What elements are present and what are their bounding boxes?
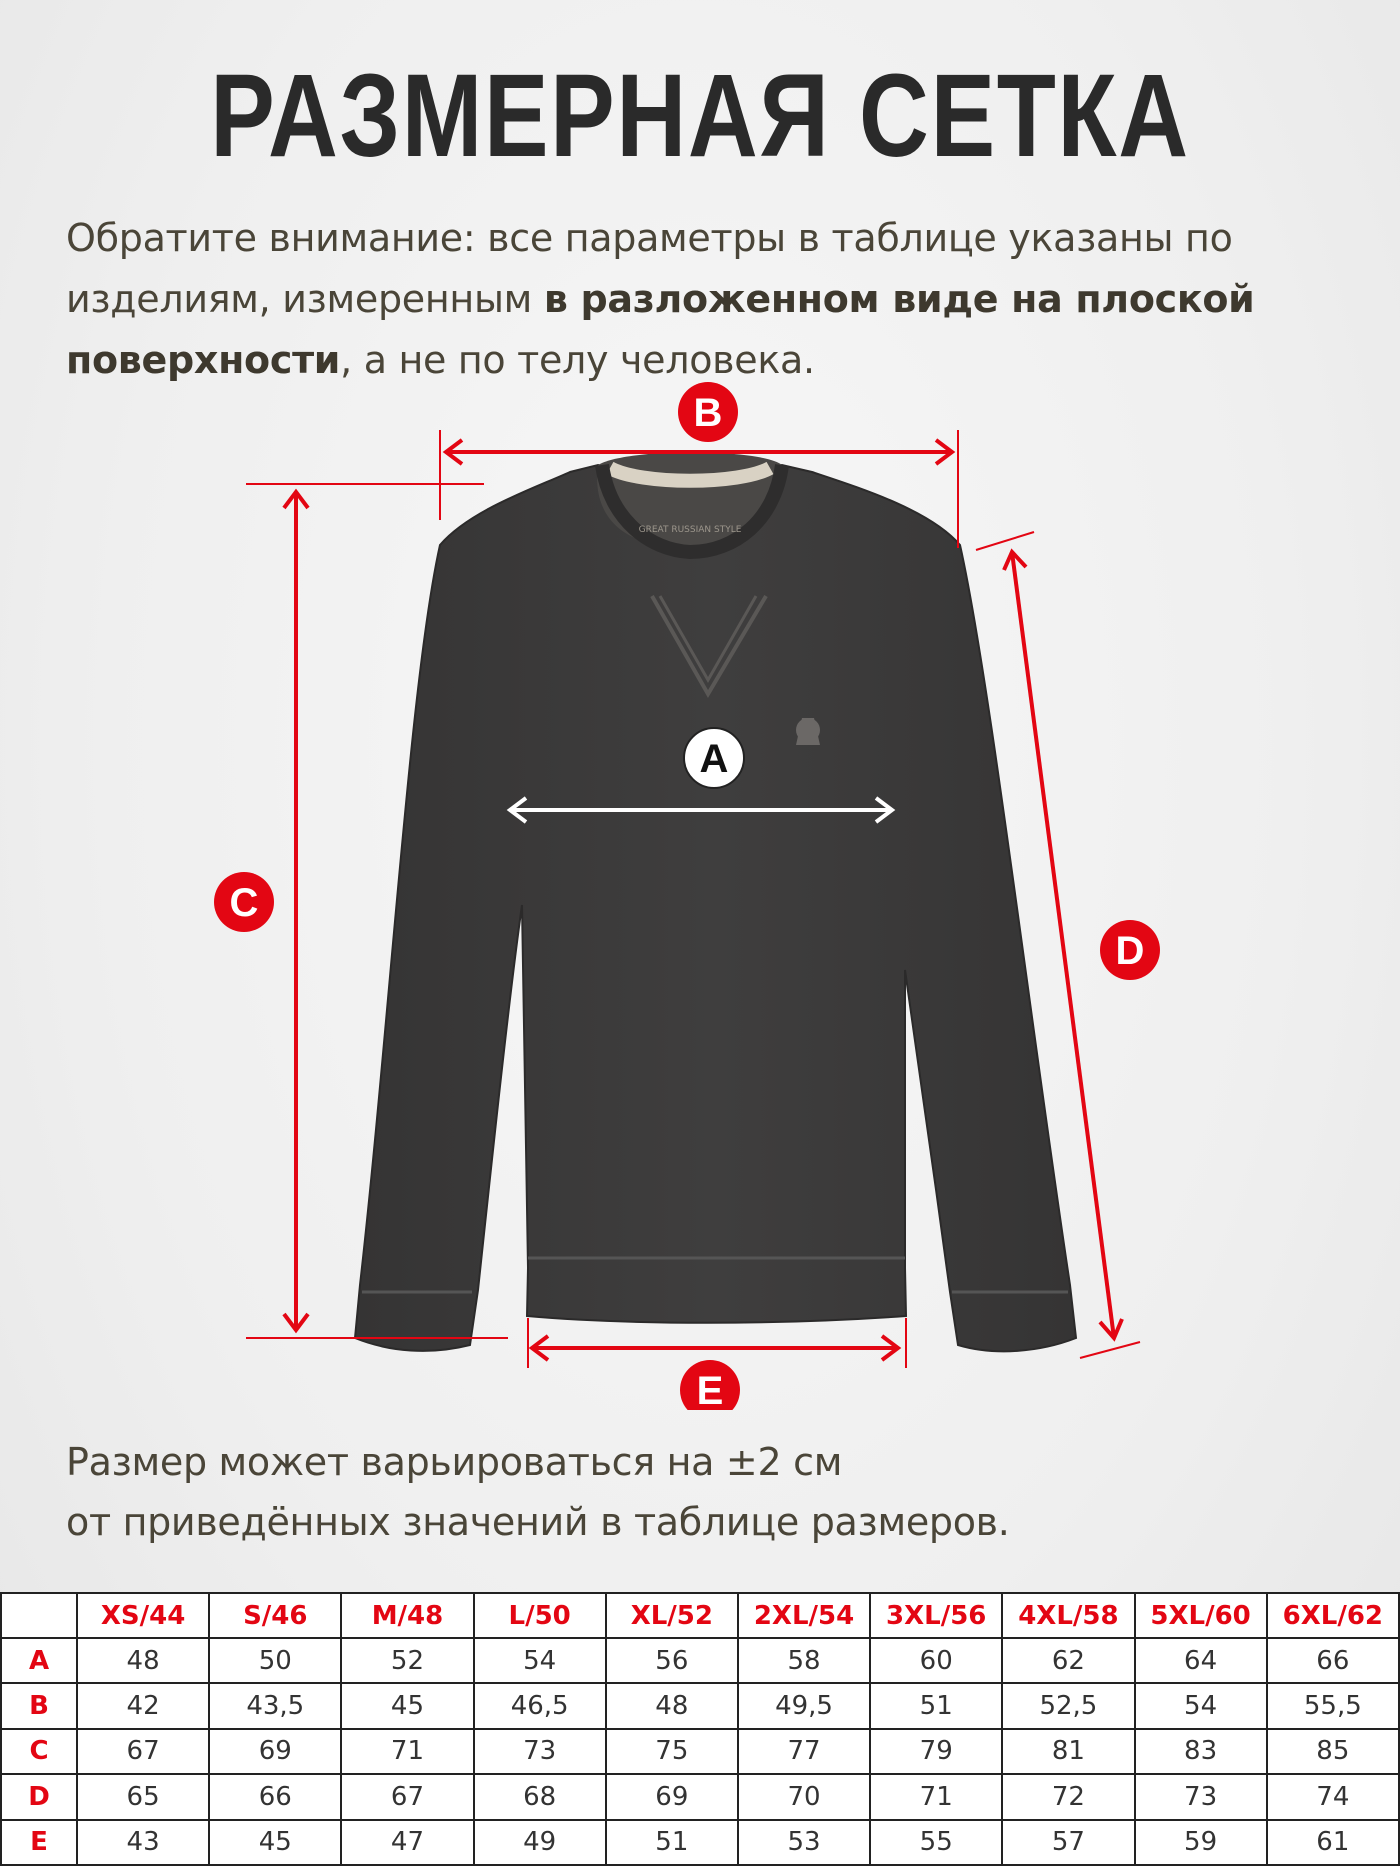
size-header-cell: XL/52: [606, 1593, 738, 1638]
measurement-cell: 75: [606, 1729, 738, 1774]
measurement-cell: 45: [341, 1683, 473, 1728]
measurement-cell: 74: [1267, 1774, 1399, 1819]
measurement-cell: 43,5: [209, 1683, 341, 1728]
measurement-cell: 73: [1135, 1774, 1267, 1819]
measurement-notice: [66, 208, 1356, 391]
measurement-cell: 66: [209, 1774, 341, 1819]
label-a: A: [699, 737, 729, 781]
size-table-body: [1, 1638, 1399, 1865]
measurement-cell: 58: [738, 1638, 870, 1683]
measurement-cell: 71: [341, 1729, 473, 1774]
row-label-cell: B: [1, 1683, 77, 1728]
measurement-cell: 47: [341, 1820, 473, 1865]
measurement-cell: 54: [1135, 1683, 1267, 1728]
measurement-cell: 83: [1135, 1729, 1267, 1774]
notice-text-part1: Обратите внимание: все параметры в таблице указаны по изделиям, измеренным: [66, 216, 1233, 321]
measurement-cell: 61: [1267, 1820, 1399, 1865]
size-header-cell: XS/44: [77, 1593, 209, 1638]
size-header-row: [1, 1593, 1399, 1638]
size-header-cell: 5XL/60: [1135, 1593, 1267, 1638]
table-row: [1, 1683, 1399, 1728]
measurement-cell: 54: [474, 1638, 606, 1683]
measurement-cell: 60: [870, 1638, 1002, 1683]
measurement-cell: 67: [77, 1729, 209, 1774]
size-header-cell: 4XL/58: [1002, 1593, 1134, 1638]
table-row: [1, 1774, 1399, 1819]
measurement-cell: 72: [1002, 1774, 1134, 1819]
sweatshirt-diagram: [0, 380, 1400, 1410]
size-header-cell: 3XL/56: [870, 1593, 1002, 1638]
size-header-cell: M/48: [341, 1593, 473, 1638]
measurement-cell: 45: [209, 1820, 341, 1865]
size-header-cell: L/50: [474, 1593, 606, 1638]
size-variance-note: [66, 1432, 1356, 1552]
notice-text-bold: в разложенном виде на плоской поверхности: [66, 277, 1255, 382]
table-row: [1, 1638, 1399, 1683]
measurement-cell: 55,5: [1267, 1683, 1399, 1728]
measurement-cell: 57: [1002, 1820, 1134, 1865]
measurement-cell: 50: [209, 1638, 341, 1683]
measurement-cell: 52: [341, 1638, 473, 1683]
table-row: [1, 1820, 1399, 1865]
measurement-cell: 59: [1135, 1820, 1267, 1865]
measurement-cell: 42: [77, 1683, 209, 1728]
notice-text-part2: , а не по телу человека.: [340, 338, 815, 382]
measurement-cell: 51: [870, 1683, 1002, 1728]
measurement-cell: 70: [738, 1774, 870, 1819]
neck-tag-text: GREAT RUSSIAN STYLE: [638, 525, 742, 535]
label-b: B: [693, 391, 723, 435]
label-c: C: [229, 881, 259, 925]
measurement-cell: 65: [77, 1774, 209, 1819]
measure-e: [528, 1318, 906, 1368]
measurement-cell: 53: [738, 1820, 870, 1865]
row-label-cell: C: [1, 1729, 77, 1774]
measurement-cell: 79: [870, 1729, 1002, 1774]
measurement-cell: 64: [1135, 1638, 1267, 1683]
measurement-cell: 55: [870, 1820, 1002, 1865]
measurement-cell: 49: [474, 1820, 606, 1865]
row-label-cell: E: [1, 1820, 77, 1865]
label-d: D: [1115, 929, 1145, 973]
measurement-cell: 81: [1002, 1729, 1134, 1774]
measurement-cell: 48: [77, 1638, 209, 1683]
variance-line-2: от приведённых значений в таблице размеров.: [66, 1500, 1010, 1544]
page-title: РАЗМЕРНАЯ СЕТКА: [210, 50, 1190, 182]
measurement-cell: 56: [606, 1638, 738, 1683]
measurement-cell: 46,5: [474, 1683, 606, 1728]
size-table: [0, 1592, 1400, 1866]
measurement-cell: 77: [738, 1729, 870, 1774]
measurement-cell: 52,5: [1002, 1683, 1134, 1728]
row-label-cell: A: [1, 1638, 77, 1683]
table-corner-cell: [1, 1593, 77, 1638]
measurement-cell: 69: [209, 1729, 341, 1774]
measurement-cell: 51: [606, 1820, 738, 1865]
measurement-cell: 85: [1267, 1729, 1399, 1774]
measurement-cell: 62: [1002, 1638, 1134, 1683]
size-header-cell: 6XL/62: [1267, 1593, 1399, 1638]
measurement-cell: 73: [474, 1729, 606, 1774]
label-e: E: [696, 1369, 724, 1410]
measurement-cell: 71: [870, 1774, 1002, 1819]
row-label-cell: D: [1, 1774, 77, 1819]
size-header-cell: S/46: [209, 1593, 341, 1638]
table-row: [1, 1729, 1399, 1774]
sweatshirt-image: [355, 452, 1076, 1351]
measurement-cell: 43: [77, 1820, 209, 1865]
measurement-cell: 48: [606, 1683, 738, 1728]
measurement-cell: 68: [474, 1774, 606, 1819]
size-header-cell: 2XL/54: [738, 1593, 870, 1638]
measurement-cell: 66: [1267, 1638, 1399, 1683]
measurement-cell: 67: [341, 1774, 473, 1819]
measurement-cell: 69: [606, 1774, 738, 1819]
measurement-cell: 49,5: [738, 1683, 870, 1728]
variance-line-1: Размер может варьироваться на ±2 см: [66, 1440, 843, 1484]
